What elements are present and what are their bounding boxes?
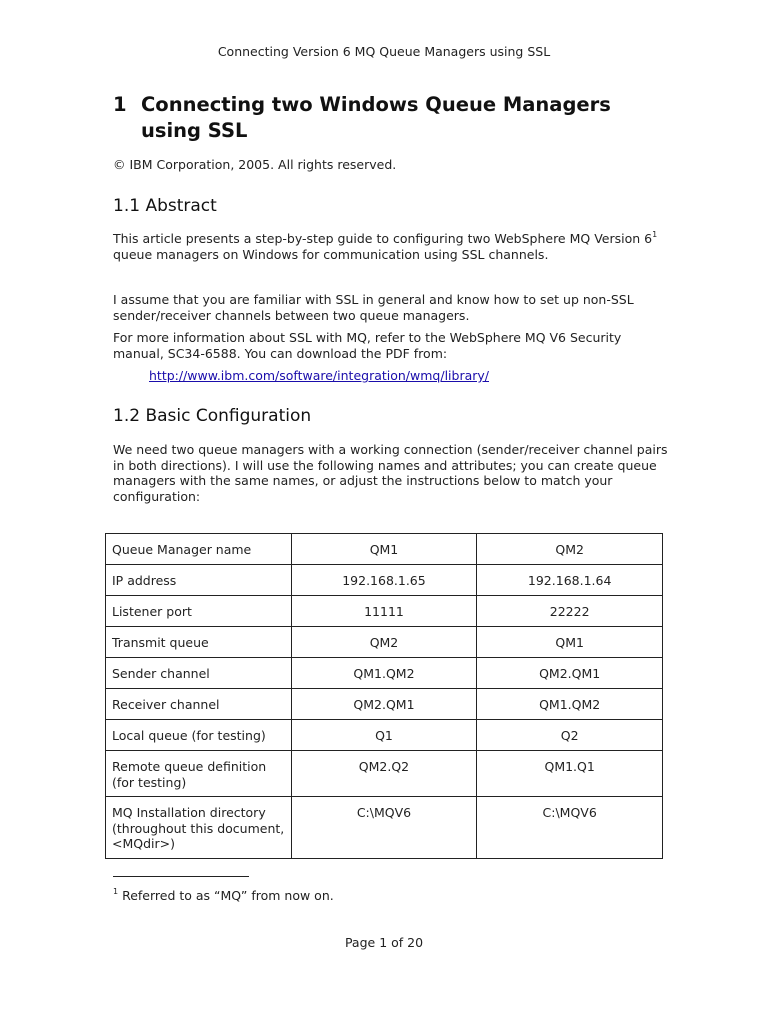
qm2-value: QM2.QM1 [477,658,663,689]
table-row [106,689,663,720]
qm1-value: Q1 [291,720,477,751]
table-row [106,797,663,859]
running-header: Connecting Version 6 MQ Queue Managers using SSL [217,44,551,59]
table-row [106,720,663,751]
row-label: Listener port [106,596,292,627]
footnote-text: Referred to as “MQ” from now on. [118,888,334,903]
row-label: Queue Manager name [106,534,292,565]
qm2-value: C:\MQV6 [477,797,663,859]
row-label: Local queue (for testing) [106,720,292,751]
qm2-value: 22222 [477,596,663,627]
qm1-value: C:\MQV6 [291,797,477,859]
config-table [105,533,663,859]
abstract-p1-text-a: This article presents a step-by-step guide to configuring two WebSphere MQ Version 6 [113,231,653,246]
row-label: IP address [106,565,292,596]
abstract-paragraph-1 [113,231,673,262]
row-label: Remote queue definition (for testing) [106,751,292,797]
qm1-value: QM2.QM1 [291,689,477,720]
table-row [106,751,663,797]
footnote-marker: 1 [113,887,119,896]
section-title: Connecting two Windows Queue Managers using SSL [141,93,611,142]
table-row [106,658,663,689]
table-row [106,627,663,658]
footnote [113,888,334,903]
copyright-notice: © IBM Corporation, 2005. All rights reserved. [113,157,397,172]
table-row [106,596,663,627]
section-1-heading [113,92,673,144]
qm2-value: QM1.QM2 [477,689,663,720]
qm1-value: 192.168.1.65 [291,565,477,596]
abstract-p1-text-b: queue managers on Windows for communication using SSL channels. [113,246,549,262]
qm2-value: 192.168.1.64 [477,565,663,596]
qm1-value: QM2.Q2 [291,751,477,797]
qm1-value: QM1.QM2 [291,658,477,689]
page-number: Page 1 of 20 [344,935,424,950]
row-label: Sender channel [106,658,292,689]
footnote-divider [113,876,249,877]
ibm-library-link[interactable]: http://www.ibm.com/software/integration/wmq/library/ [149,368,489,383]
section-number: 1 [113,93,127,116]
footnote-ref: 1 [652,230,658,239]
abstract-paragraph-2: I assume that you are familiar with SSL in general and know how to set up non-SSL sender/receiver channels between two queue managers. [113,292,634,323]
row-label: MQ Installation directory (throughout this document, <MQdir>) [106,797,292,859]
table-row [106,565,663,596]
basic-config-intro: We need two queue managers with a working connection (sender/receiver channel pairs in both directions). I will use the following names and attributes; you can create queue managers with the same names, or adjust the instructions below to match your configuration: [113,442,668,504]
qm2-value: QM1 [477,627,663,658]
abstract-heading: 1.1 Abstract [113,196,217,216]
qm1-value: QM1 [291,534,477,565]
qm1-value: QM2 [291,627,477,658]
qm1-value: 11111 [291,596,477,627]
qm2-value: QM2 [477,534,663,565]
basic-config-heading: 1.2 Basic Configuration [113,406,312,426]
row-label: Transmit queue [106,627,292,658]
row-label: Receiver channel [106,689,292,720]
table-row [106,534,663,565]
qm2-value: Q2 [477,720,663,751]
abstract-paragraph-3: For more information about SSL with MQ, refer to the WebSphere MQ V6 Security manual, SC34-6588. You can download the PDF from: [113,330,622,361]
qm2-value: QM1.Q1 [477,751,663,797]
